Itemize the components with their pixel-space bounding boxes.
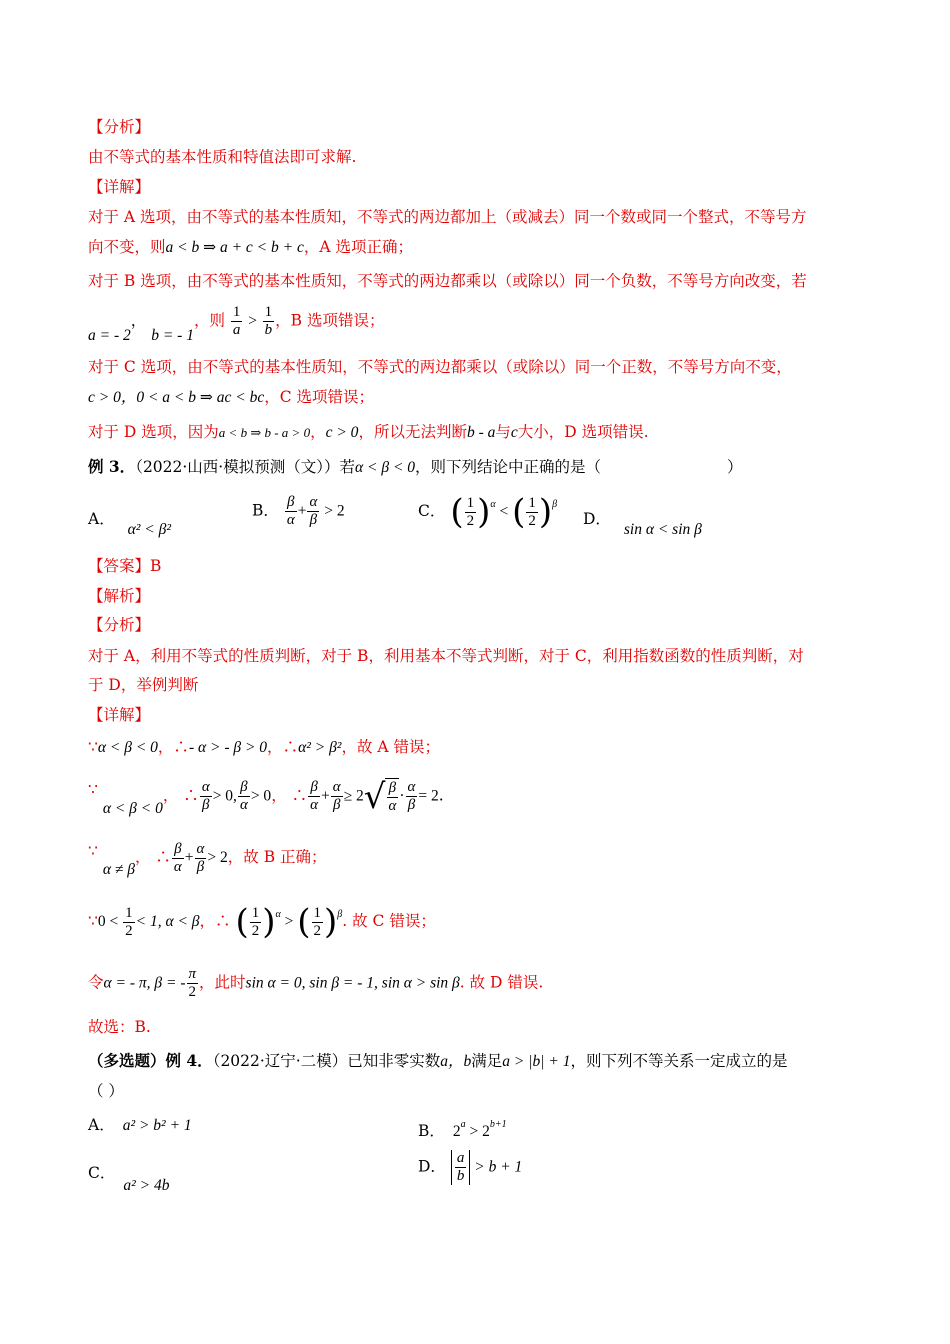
example-3-option-d: D． sin α < sin β (583, 510, 702, 538)
step-2: ∵ α < β < 0， ∴ $\frac{\alpha}{\beta}$ > 0, $\frac{\beta}{\alpha}$ > 0， ∴ $\frac{\beta}{\alpha}$ + $\frac{\alpha}{\beta}$ ≥ 2 √ $\frac{\beta}{\alpha}$ · $\frac{\alpha}{\beta}$ = 2. (88, 776, 444, 817)
example-4-paren: （ ） (88, 1082, 124, 1100)
option-c-line-2: c > 0，0 < a < b ⇒ ac < bc，C 选项错误； (88, 388, 375, 406)
example-4-question: （多选题）例 4．（2022·辽宁·二模）已知非零实数a，b满足a > |b| + 1，则下列不等关系一定成立的是 (88, 1051, 788, 1070)
fenxi-label: 【分析】 (88, 118, 151, 136)
conclusion: 故选：B. (88, 1018, 151, 1036)
example-4-option-d: D． $\frac{a}{b}$ > b + 1 (418, 1150, 523, 1184)
fenxi-line-2: 于 D，举例判断 (88, 676, 199, 694)
example-4-option-a: A． a² > b² + 1 (88, 1116, 192, 1134)
fenxi-text: 由不等式的基本性质和特值法即可求解. (88, 148, 357, 166)
example-4-option-b: B． $2^a > 2^{b+1}$ (418, 1119, 507, 1140)
option-a-line-1: 对于 A 选项，由不等式的基本性质知，不等式的两边都加上（或减去）同一个数或同一个整式，不等号方 (88, 208, 807, 226)
step-5: 令α = - π, β = - $\frac{\pi}{2}$ ，此时sin α = 0, sin β = - 1, sin α > sin β. 故 D 错误. (88, 966, 544, 1000)
option-b-line-2: a = - 2， b = - 1，则 $\frac{1}{a}$ > $\frac{1}{b}$ ，B 选项错误； (88, 304, 385, 344)
example-3-option-b: B． $\frac{\beta}{\alpha}$ + $\frac{\alpha}{\beta}$ > 2 (252, 494, 345, 528)
jiexi-label: 【解析】 (88, 587, 151, 605)
step-3: ∵ α ≠ β， ∴ $\frac{\beta}{\alpha}$ + $\frac{\alpha}{\beta}$ > 2，故 B 正确； (88, 840, 327, 878)
xiangjie-label-2: 【详解】 (88, 706, 151, 724)
example-3-option-a: A． α² < β² (88, 510, 171, 538)
fenxi-label-2: 【分析】 (88, 616, 151, 634)
step-1: ∵α < β < 0，∴- α > - β > 0，∴α² > β²，故 A 错误； (88, 738, 440, 756)
option-b-line-1: 对于 B 选项，由不等式的基本性质知，不等式的两边都乘以（或除以）同一个负数，不等号方向改变，若 (88, 272, 807, 290)
fenxi-line-1: 对于 A，利用不等式的性质判断，对于 B，利用基本不等式判断，对于 C，利用指数函数的性质判断，对 (88, 647, 804, 665)
example-3-question: 例 3．（2022·山西·模拟预测（文））若α < β < 0，则下列结论中正确的是（ ） (88, 457, 743, 476)
option-a-line-2: 向不变，则a < b ⇒ a + c < b + c，A 选项正确； (88, 238, 413, 256)
step-4: ∵0 < $\frac{1}{2}$ < 1, α < β，∴ ( $\frac{1}{2}$ ) $^\alpha$ > ( $\frac{1}{2}$ ) $^\beta$. 故 C 错误； (88, 902, 436, 942)
example-4-option-c: C．a² > 4b (88, 1164, 170, 1194)
xiangjie-label: 【详解】 (88, 178, 151, 196)
answer-label: 【答案】B (88, 557, 162, 575)
example-3-option-c: C． ( $\frac{1}{2}$ ) $^\alpha$ < ( $\frac{1}{2}$ ) $^\beta$ (418, 492, 558, 532)
option-c-line-1: 对于 C 选项，由不等式的基本性质知，不等式的两边都乘以（或除以）同一个正数，不等号方向不变， (88, 358, 792, 376)
option-d-line: 对于 D 选项，因为a < b ⇒ b - a > 0，c > 0，所以无法判断b - a与c大小，D 选项错误. (88, 423, 649, 441)
